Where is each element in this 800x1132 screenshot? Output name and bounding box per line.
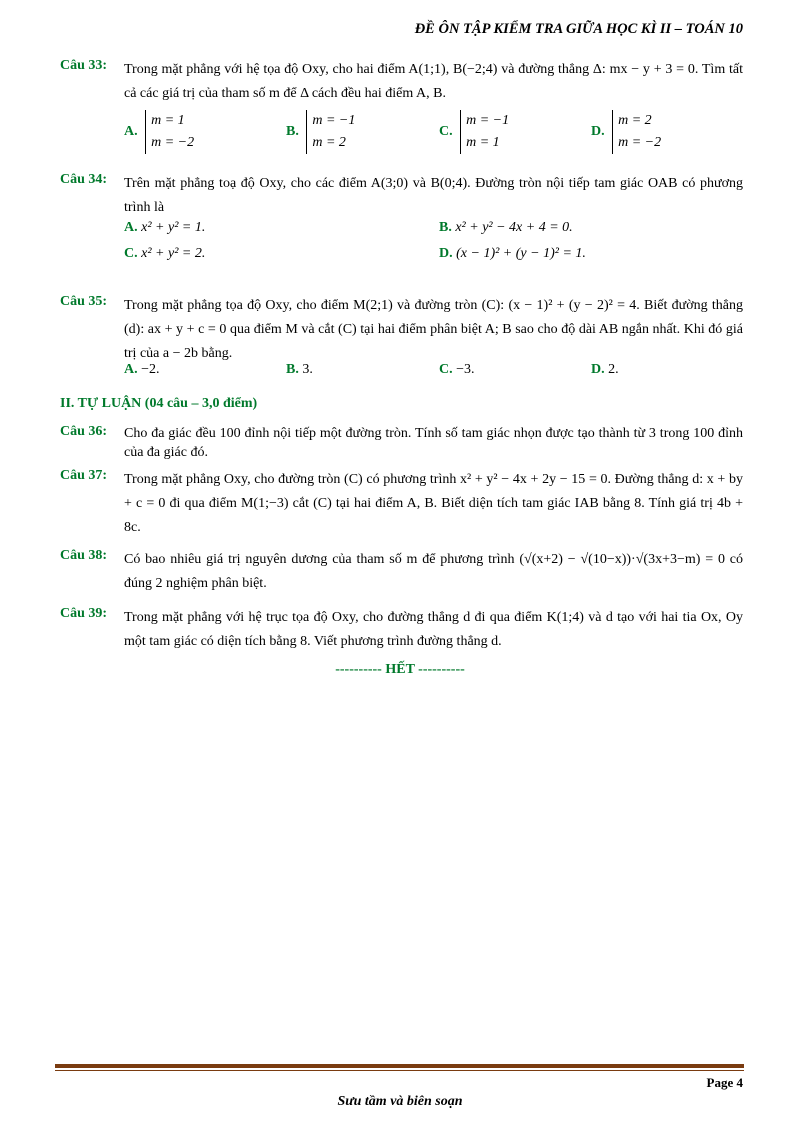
question-text: Trong mặt phẳng với hệ trục tọa độ Oxy, cho đường thẳng d đi qua điểm K(1;4) và d tạo với hai tia Ox, Oy một tam giác có diện tích bằng 8. Viết phương trình đường thẳng d. bbox=[124, 610, 743, 649]
option-label: B. bbox=[439, 220, 452, 235]
option-label: C. bbox=[439, 362, 453, 377]
option-label: A. bbox=[124, 124, 138, 140]
question-37 bbox=[60, 468, 743, 540]
footer-rule-thin bbox=[55, 1070, 744, 1071]
question-text: Trong mặt phẳng tọa độ Oxy, cho điểm M(2;1) và đường tròn (C): (x − 1)² + (y − 2)² = 4. Biết đường thẳng (d): ax + y + c = 0 qua điểm M và cắt (C) tại hai điểm phân biệt A; B sao cho độ dài AB ngắn nhất. Khi đó giá trị của a − 2b bằng. bbox=[124, 298, 743, 361]
question-number: Câu 36: bbox=[60, 424, 108, 439]
footer-text: Sưu tầm và biên soạn bbox=[337, 1094, 463, 1109]
option-a bbox=[124, 110, 194, 154]
system-bracket bbox=[460, 110, 509, 154]
option-d bbox=[591, 362, 619, 378]
system-line-1: m = 2 bbox=[618, 113, 652, 128]
system-bracket bbox=[145, 110, 194, 154]
question-number: Câu 34: bbox=[60, 172, 108, 187]
answer-options bbox=[124, 110, 743, 160]
option-d bbox=[591, 110, 661, 154]
option-text: x² + y² = 2. bbox=[141, 246, 206, 261]
option-c bbox=[439, 362, 475, 378]
option-label: C. bbox=[439, 124, 453, 140]
option-text: x² + y² = 1. bbox=[141, 220, 206, 235]
system-bracket bbox=[306, 110, 355, 154]
question-39 bbox=[60, 606, 743, 654]
option-label: A. bbox=[124, 362, 138, 377]
page-number: Page 4 bbox=[706, 1075, 743, 1090]
question-number: Câu 38: bbox=[60, 548, 108, 563]
option-label: D. bbox=[591, 124, 605, 140]
question-text: Có bao nhiêu giá trị nguyên dương của tham số m để phương trình (√(x+2) − √(10−x))·√(3x+3−m) = 0 có đúng 2 nghiệm phân biệt. bbox=[124, 552, 743, 591]
question-text: Trong mặt phẳng với hệ tọa độ Oxy, cho hai điểm A(1;1), B(−2;4) và đường thẳng Δ: mx − y + 3 = 0. Tìm tất cả các giá trị của tham số m để Δ cách đều hai điểm A, B. bbox=[124, 62, 743, 101]
option-text: (x − 1)² + (y − 1)² = 1. bbox=[456, 246, 586, 261]
option-a bbox=[124, 362, 160, 378]
answer-row-2 bbox=[124, 246, 743, 272]
section-heading: II. TỰ LUẬN (04 câu – 3,0 điểm) bbox=[60, 396, 258, 411]
system-line-2: m = 2 bbox=[312, 135, 346, 150]
option-text: −3. bbox=[456, 362, 475, 377]
question-number: Câu 35: bbox=[60, 294, 108, 309]
system-line-1: m = −1 bbox=[312, 113, 356, 128]
question-33 bbox=[60, 58, 743, 160]
system-line-1: m = 1 bbox=[151, 113, 185, 128]
option-label: D. bbox=[439, 246, 453, 261]
page-header: ĐỀ ÔN TẬP KIỂM TRA GIỮA HỌC KÌ II – TOÁN 10 bbox=[414, 21, 743, 37]
answer-row-1 bbox=[124, 220, 743, 246]
question-35 bbox=[60, 294, 743, 382]
end-marker: ---------- HẾT ---------- bbox=[335, 662, 465, 677]
question-number: Câu 37: bbox=[60, 468, 108, 483]
question-38 bbox=[60, 548, 743, 596]
question-text: Cho đa giác đều 100 đỉnh nội tiếp một đường tròn. Tính số tam giác nhọn được tạo thành từ 3 trong 100 đỉnh của đa giác đó. bbox=[124, 426, 743, 460]
option-c bbox=[439, 110, 509, 154]
answer-row bbox=[124, 362, 743, 382]
option-text: x² + y² − 4x + 4 = 0. bbox=[455, 220, 573, 235]
option-b bbox=[286, 362, 313, 378]
option-label: C. bbox=[124, 246, 138, 261]
option-text: −2. bbox=[141, 362, 160, 377]
option-b bbox=[286, 110, 355, 154]
option-text: 2. bbox=[608, 362, 619, 377]
question-number: Câu 39: bbox=[60, 606, 108, 621]
system-line-2: m = −2 bbox=[618, 135, 662, 150]
option-label: B. bbox=[286, 362, 299, 377]
option-label: A. bbox=[124, 220, 138, 235]
option-d bbox=[439, 246, 586, 262]
system-line-2: m = −2 bbox=[151, 135, 195, 150]
footer-rule bbox=[55, 1064, 744, 1068]
question-text: Trên mặt phẳng toạ độ Oxy, cho các điểm A(3;0) và B(0;4). Đường tròn nội tiếp tam giác OAB có phương trình là bbox=[124, 176, 743, 215]
option-label: B. bbox=[286, 124, 299, 140]
option-b bbox=[439, 220, 573, 236]
question-number: Câu 33: bbox=[60, 58, 108, 73]
option-label: D. bbox=[591, 362, 605, 377]
option-a bbox=[124, 220, 205, 236]
question-36 bbox=[60, 424, 743, 462]
question-text: Trong mặt phẳng Oxy, cho đường tròn (C) có phương trình x² + y² − 4x + 2y − 15 = 0. Đường thẳng d: x + by + c = 0 đi qua điểm M(1;−3) cắt (C) tại hai điểm A, B. Biết diện tích tam giác IAB bằng 8. Tính giá trị 4b + 8c. bbox=[124, 472, 743, 535]
system-line-2: m = 1 bbox=[466, 135, 500, 150]
question-34 bbox=[60, 172, 743, 272]
option-c bbox=[124, 246, 205, 262]
system-bracket bbox=[612, 110, 661, 154]
option-text: 3. bbox=[302, 362, 313, 377]
system-line-1: m = −1 bbox=[466, 113, 510, 128]
